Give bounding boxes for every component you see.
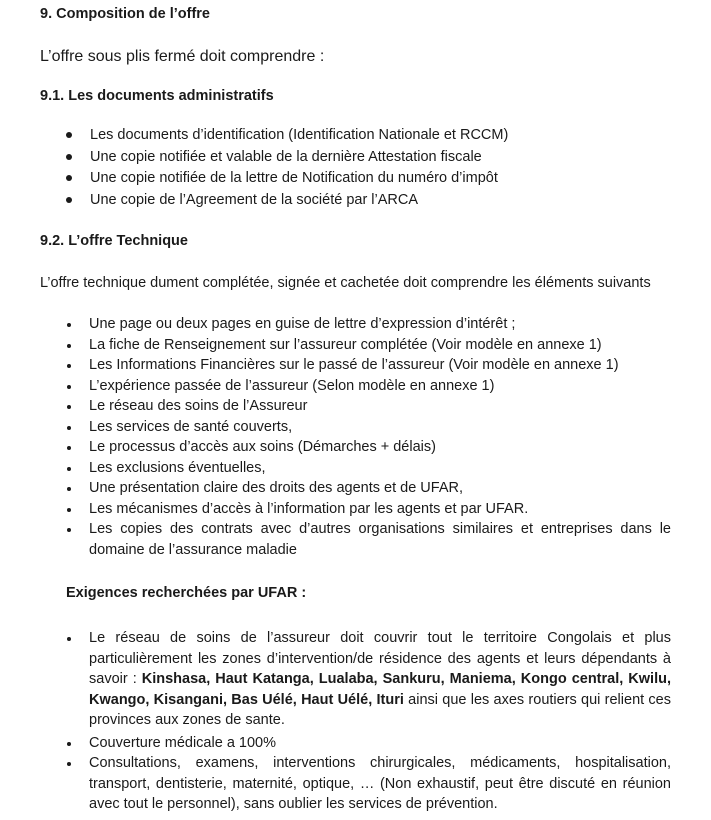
list-item: Les mécanismes d’accès à l’information par les agents et par UFAR. <box>89 499 671 520</box>
list-item: Les Informations Financières sur le passé de l’assureur (Voir modèle en annexe 1) <box>89 355 671 376</box>
network-text: Le réseau de soins de l’assureur doit couvrir tout le territoire Congolais et plus particulièrement les zones d’intervention/de résidence des agents et leurs dépendants à savoir : <box>89 630 671 687</box>
list-item: Les documents d’identification (Identification Nationale et RCCM) <box>90 125 680 147</box>
offer-intro: L’offre sous plis fermé doit comprendre : <box>40 48 325 65</box>
list-item: Les exclusions éventuelles, <box>89 458 671 479</box>
technical-offer-title: 9.2. L’offre Technique <box>40 233 188 249</box>
admin-docs-title: 9.1. Les documents administratifs <box>40 88 274 104</box>
services-requirement: Consultations, examens, interventions chirurgicales, médicaments, hospitalisation, transport, dentisterie, maternité, optique, … (Non exhaustif, peut être discuté en réunion avec tout le personnel), sans oublier les services de prévention. <box>89 753 671 815</box>
network-requirement <box>89 628 671 731</box>
provinces-list: Kinshasa, Haut Katanga, Lualaba, Sankuru, Maniema, Kongo central, Kwilu, Kwango, Kisangani, Bas Uélé, Haut Uélé, Ituri <box>89 671 671 708</box>
network-text-end: ainsi que les axes routiers qui relient ces provinces aux zones de sante. <box>89 691 671 728</box>
requirements-title: Exigences recherchées par UFAR : <box>66 585 307 601</box>
list-item: L’expérience passée de l’assureur (Selon modèle en annexe 1) <box>89 376 671 397</box>
coverage-requirement: Couverture médicale a 100% <box>89 733 671 754</box>
list-item: Une présentation claire des droits des agents et de UFAR, <box>89 478 671 499</box>
list-item: Les services de santé couverts, <box>89 417 671 438</box>
list-item: Le réseau des soins de l’Assureur <box>89 396 671 417</box>
requirements-list <box>89 628 671 815</box>
list-item: Une page ou deux pages en guise de lettre d’expression d’intérêt ; <box>89 314 671 335</box>
technical-offer-intro: L’offre technique dument complétée, signée et cachetée doit comprendre les éléments suivants <box>40 275 651 291</box>
admin-docs-list <box>90 125 680 211</box>
list-item: Une copie notifiée et valable de la dernière Attestation fiscale <box>90 147 680 169</box>
list-item: La fiche de Renseignement sur l’assureur complétée (Voir modèle en annexe 1) <box>89 335 671 356</box>
list-item: Une copie de l’Agreement de la société par l’ARCA <box>90 190 680 212</box>
list-item: Les copies des contrats avec d’autres organisations similaires et entreprises dans le domaine de l’assurance maladie <box>89 519 671 560</box>
list-item: Une copie notifiée de la lettre de Notification du numéro d’impôt <box>90 168 680 190</box>
technical-offer-list <box>89 314 671 560</box>
section-title: 9. Composition de l’offre <box>40 6 210 22</box>
list-item: Le processus d’accès aux soins (Démarches + délais) <box>89 437 671 458</box>
